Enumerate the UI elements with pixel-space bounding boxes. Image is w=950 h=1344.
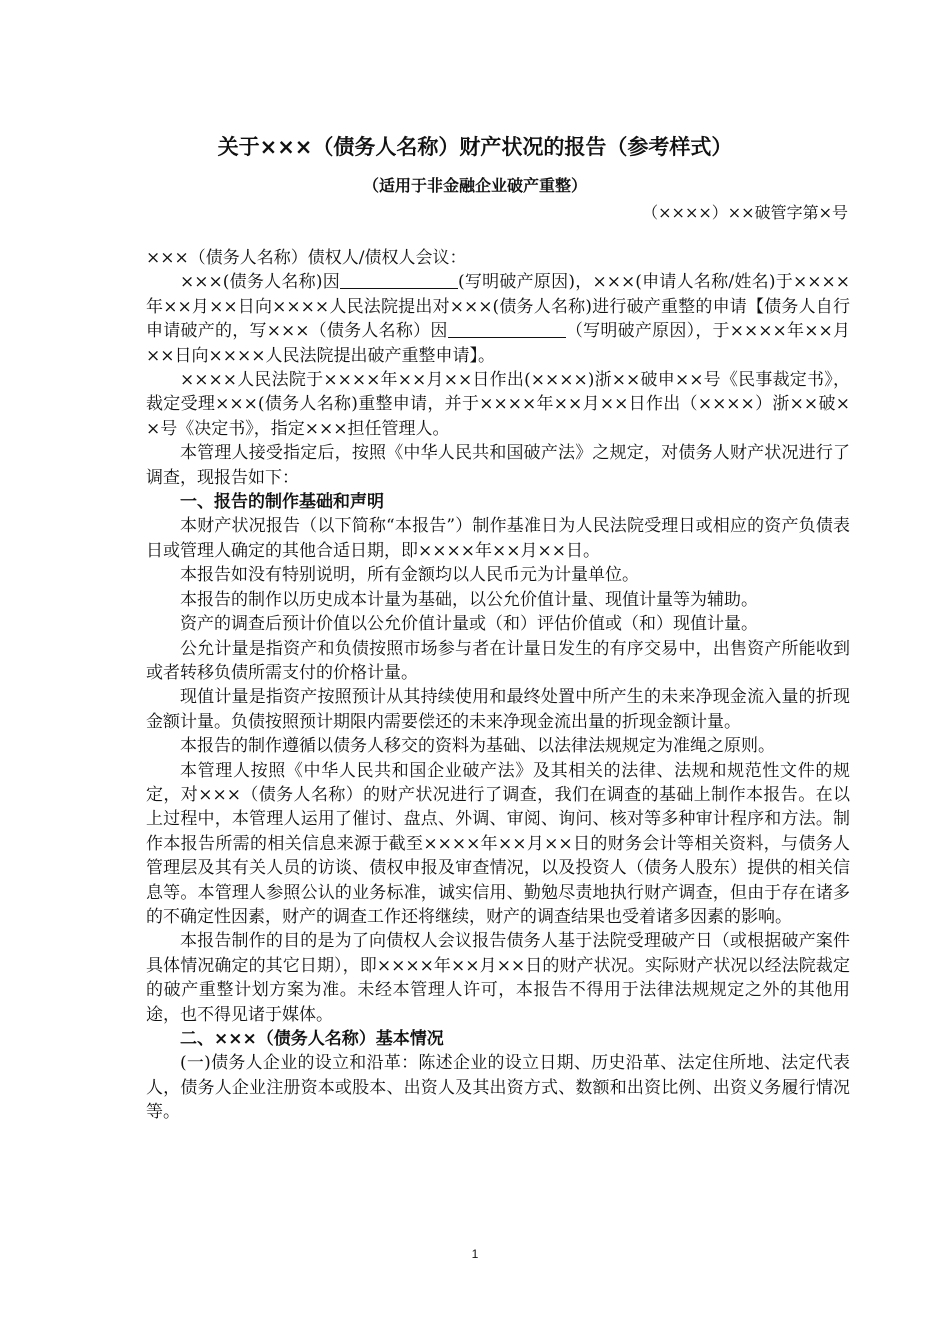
paragraph-present-value: 现值计量是指资产按照预计从其持续使用和最终处置中所产生的未来净现金流入量的折现金额计量。负债按照预计期限内需要偿还的未来净现金流出量的折现金额计量。: [146, 687, 850, 732]
paragraph-currency: 本报告如没有特别说明，所有金额均以人民币元为计量单位。: [180, 565, 639, 586]
paragraph-asset-value: 资产的调查后预计价值以公允价值计量或（和）评估价值或（和）现值计量。: [180, 614, 758, 635]
section-heading-basic-info: 二、×××（债务人名称）基本情况: [180, 1029, 444, 1049]
fill-in-blank: [340, 271, 458, 289]
paragraph-purpose: 本报告制作的目的是为了向债权人会议报告债务人基于法院受理破产日（或根据破产案件具体情况确定的其它日期），即××××年××月××日的财产状况。实际财产状况以经法院裁定的破产重整计划方案为准。未经本管理人许可，本报告不得用于法律法规规定之外的其他用途，也不得见诸于媒体。: [146, 931, 850, 1025]
paragraph-measurement: 本报告的制作以历史成本计量为基础，以公允价值计量、现值计量等为辅助。: [180, 589, 758, 610]
fill-in-blank: [448, 320, 566, 338]
document-body: [146, 246, 850, 1125]
document-number: （××××）××破管字第×号: [642, 203, 848, 222]
document-subtitle: （适用于非金融企业破产重整）: [362, 176, 587, 195]
section-heading-basis: 一、报告的制作基础和声明: [180, 492, 384, 513]
paragraph-application-part2: (写明破产原因)，×××(申请人名称/姓名)于××××年××月××日向××××人民法院提出对×××(债务人名称)进行破产重整的申请【债务人自行申请破产的，写×××（债务人名称）因: [146, 272, 851, 342]
page-number: 1: [471, 1247, 479, 1261]
paragraph-application: [146, 270, 850, 368]
paragraph-court-ruling: ××××人民法院于××××年××月××日作出(××××)浙××破申××号《民事裁定书》，裁定受理×××(债务人名称)重整申请，并于××××年××月××日作出（××××）浙××破××号《决定书》，指定×××担任管理人。: [146, 370, 850, 439]
paragraph-establishment: (一)债务人企业的设立和沿革：陈述企业的设立日期、历史沿革、法定住所地、法定代表人，债务人企业注册资本或股本、出资人及其出资方式、数额和出资比例、出资义务履行情况等。: [146, 1053, 850, 1123]
paragraph-procedure: 本管理人按照《中华人民共和国企业破产法》及其相关的法律、法规和规范性文件的规定，对×××（债务人名称）的财产状况进行了调查，我们在调查的基础上制作本报告。在以上过程中，本管理人运用了催讨、盘点、外调、审阅、询问、核对等多种审计程序和方法。制作本报告所需的相关信息来源于截至××××年××月××日的财务会计等相关资料，与债务人管理层及其有关人员的访谈、债权申报及审查情况，以及投资人（债务人股东）提供的相关信息等。本管理人参照公认的业务标准，诚实信用、勤勉尽责地执行财产调查，但由于存在诸多的不确定性因素，财产的调查工作还将继续，财产的调查结果也受着诸多因素的影响。: [146, 760, 850, 927]
paragraph-base-date: 本财产状况报告（以下简称“本报告”）制作基准日为人民法院受理日或相应的资产负债表日或管理人确定的其他合适日期，即××××年××月××日。: [146, 516, 850, 561]
salutation: ×××（债务人名称）债权人/债权人会议：: [146, 248, 467, 268]
document-title: 关于×××（债务人名称）财产状况的报告（参考样式）: [217, 135, 733, 159]
paragraph-application-part3: （写明破产原因），于××××年××月××日向××××人民法院提出破产重整申请】。: [146, 321, 850, 366]
paragraph-principle: 本报告的制作遵循以债务人移交的资料为基础、以法律法规规定为准绳之原则。: [180, 736, 775, 757]
paragraph-investigation: 本管理人接受指定后，按照《中华人民共和国破产法》之规定，对债务人财产状况进行了调查，现报告如下：: [146, 443, 850, 488]
paragraph-fair-value: 公允计量是指资产和负债按照市场参与者在计量日发生的有序交易中，出售资产所能收到或者转移负债所需支付的价格计量。: [146, 638, 850, 683]
paragraph-application-part1: ×××(债务人名称)因: [180, 272, 341, 293]
